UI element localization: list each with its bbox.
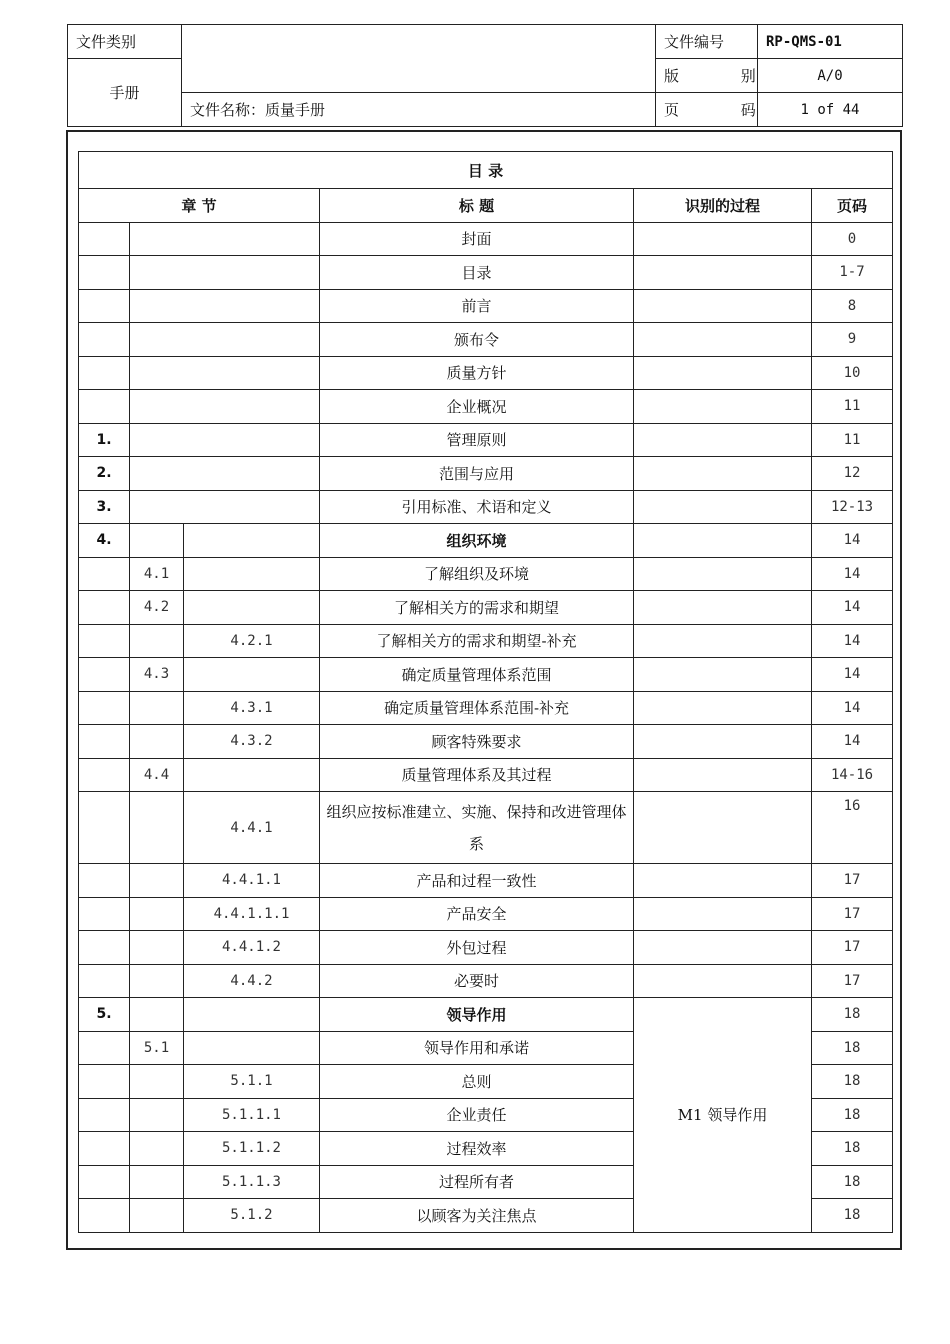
chapter-number [79,1098,130,1132]
section-number [130,792,184,864]
section-number [130,524,184,558]
document-header [67,24,903,127]
col-chapter: 章 节 [79,189,320,223]
chapter-number [79,557,130,591]
chapter-number [79,1199,130,1233]
toc-row [79,423,893,457]
toc-entry-title: 外包过程 [320,931,634,965]
section-number [130,998,184,1032]
toc-row [79,524,893,558]
page-number: 17 [812,931,893,965]
toc-entry-title: 总则 [320,1065,634,1099]
toc-entry-title: 确定质量管理体系范围 [320,658,634,692]
identified-process-cell [634,624,812,658]
toc-row [79,490,893,524]
toc-row [79,931,893,965]
identified-process-cell [634,725,812,759]
chapter-subsection-empty [130,390,320,424]
page-number: 18 [812,1065,893,1099]
subsection-number: 4.2.1 [184,624,320,658]
chapter-number [79,591,130,625]
category-label: 文件类别 [68,25,182,59]
toc-entry-title: 颁布令 [320,323,634,357]
page-number: 12 [812,457,893,491]
chapter-number: 4. [79,524,130,558]
page-number: 18 [812,998,893,1032]
subsection-number [184,591,320,625]
toc-entry-title: 过程所有者 [320,1165,634,1199]
subsection-number: 4.4.1.1.1 [184,897,320,931]
chapter-subsection-empty [130,490,320,524]
toc-entry-title: 产品安全 [320,897,634,931]
subsection-number: 5.1.1.2 [184,1132,320,1166]
page-number: 18 [812,1199,893,1233]
toc-entry-title: 管理原则 [320,423,634,457]
toc-entry-title: 了解组织及环境 [320,557,634,591]
col-process: 识别的过程 [634,189,812,223]
subsection-number [184,557,320,591]
subsection-number: 4.4.1.1 [184,864,320,898]
page-number: 1-7 [812,256,893,290]
identified-process-cell [634,524,812,558]
identified-process-cell [634,658,812,692]
toc-row [79,256,893,290]
chapter-number [79,758,130,792]
subsection-number [184,1031,320,1065]
toc-row [79,897,893,931]
page-number: 0 [812,222,893,256]
chapter-number [79,624,130,658]
toc-entry-title: 组织应按标准建立、实施、保持和改进管理体系 [320,792,634,864]
page-number: 16 [812,792,893,864]
chapter-subsection-empty [130,356,320,390]
identified-process-cell [634,289,812,323]
page-number: 14 [812,725,893,759]
toc-row [79,725,893,759]
page-number: 14-16 [812,758,893,792]
toc-row [79,222,893,256]
identified-process-cell [634,591,812,625]
doc-name: 文件名称：质量手册 [182,93,656,127]
identified-process-cell [634,390,812,424]
chapter-number [79,658,130,692]
section-number: 4.4 [130,758,184,792]
chapter-subsection-empty [130,256,320,290]
page-number: 17 [812,864,893,898]
identified-process: M1 领导作用 [634,998,812,1233]
identified-process-cell [634,323,812,357]
chapter-number [79,931,130,965]
identified-process-cell [634,490,812,524]
page-number: 18 [812,1132,893,1166]
page-number: 14 [812,691,893,725]
page-number: 18 [812,1031,893,1065]
page-number: 14 [812,658,893,692]
identified-process-cell [634,897,812,931]
section-number [130,1199,184,1233]
toc-row [79,457,893,491]
identified-process-cell [634,356,812,390]
page-number: 14 [812,524,893,558]
identified-process-cell [634,864,812,898]
doc-number-label: 文件编号 [656,25,758,59]
page-number: 10 [812,356,893,390]
version-label: 版 别 [656,59,758,93]
subsection-number [184,758,320,792]
page-number: 14 [812,591,893,625]
chapter-number [79,864,130,898]
toc-entry-title: 企业责任 [320,1098,634,1132]
toc-entry-title: 封面 [320,222,634,256]
section-number: 4.1 [130,557,184,591]
col-title: 标 题 [320,189,634,223]
toc-title: 目 录 [79,152,893,189]
identified-process-cell [634,691,812,725]
subsection-number: 4.4.2 [184,964,320,998]
chapter-number: 2. [79,457,130,491]
chapter-number [79,792,130,864]
doc-number-value: RP-QMS-01 [758,25,903,59]
toc-entry-title: 目录 [320,256,634,290]
header-blank-cell [182,25,656,93]
identified-process-cell [634,964,812,998]
toc-row [79,792,893,864]
subsection-number: 4.3.1 [184,691,320,725]
section-number [130,931,184,965]
subsection-number: 4.3.2 [184,725,320,759]
chapter-number [79,964,130,998]
page-label: 页 码 [656,93,758,127]
page-value: 1 of 44 [758,93,903,127]
toc-entry-title: 领导作用和承诺 [320,1031,634,1065]
subsection-number: 5.1.1.1 [184,1098,320,1132]
toc-row [79,323,893,357]
section-number: 5.1 [130,1031,184,1065]
identified-process-cell [634,758,812,792]
chapter-number: 5. [79,998,130,1032]
chapter-number [79,222,130,256]
subsection-number [184,658,320,692]
chapter-subsection-empty [130,457,320,491]
chapter-number: 1. [79,423,130,457]
identified-process-cell [634,457,812,491]
page-number: 12-13 [812,490,893,524]
toc-entry-title: 过程效率 [320,1132,634,1166]
section-number [130,1132,184,1166]
section-number [130,1065,184,1099]
chapter-subsection-empty [130,289,320,323]
chapter-number [79,691,130,725]
chapter-number [79,897,130,931]
section-number [130,1098,184,1132]
toc-row [79,864,893,898]
toc-entry-title: 质量方针 [320,356,634,390]
section-number [130,1165,184,1199]
chapter-subsection-empty [130,222,320,256]
toc-table [78,151,893,1233]
subsection-number: 5.1.1.3 [184,1165,320,1199]
toc-row [79,289,893,323]
page-number: 11 [812,390,893,424]
page-number: 17 [812,897,893,931]
subsection-number: 4.4.1.2 [184,931,320,965]
subsection-number: 5.1.2 [184,1199,320,1233]
toc-row [79,691,893,725]
toc-entry-title: 质量管理体系及其过程 [320,758,634,792]
chapter-number [79,289,130,323]
identified-process-cell [634,557,812,591]
toc-row [79,964,893,998]
toc-row [79,356,893,390]
toc-entry-title: 范围与应用 [320,457,634,491]
chapter-number [79,1165,130,1199]
section-number [130,725,184,759]
toc-entry-title: 引用标准、术语和定义 [320,490,634,524]
toc-entry-title: 了解相关方的需求和期望 [320,591,634,625]
identified-process-cell [634,256,812,290]
toc-row [79,658,893,692]
chapter-number [79,323,130,357]
section-number: 4.3 [130,658,184,692]
toc-entry-title: 必要时 [320,964,634,998]
toc-row [79,591,893,625]
toc-row [79,998,893,1032]
section-number [130,691,184,725]
toc-entry-title: 顾客特殊要求 [320,725,634,759]
identified-process-cell [634,931,812,965]
page-number: 18 [812,1098,893,1132]
toc-entry-title: 前言 [320,289,634,323]
toc-row [79,557,893,591]
identified-process-cell [634,792,812,864]
page-number: 11 [812,423,893,457]
page-number: 14 [812,557,893,591]
toc-entry-title: 组织环境 [320,524,634,558]
page-number: 9 [812,323,893,357]
toc-row [79,624,893,658]
subsection-number: 4.4.1 [184,792,320,864]
chapter-number [79,1031,130,1065]
chapter-number [79,1132,130,1166]
section-number [130,624,184,658]
toc-entry-title: 了解相关方的需求和期望-补充 [320,624,634,658]
toc-row [79,390,893,424]
identified-process-cell [634,423,812,457]
chapter-number [79,390,130,424]
page-number: 14 [812,624,893,658]
section-number [130,864,184,898]
section-number [130,964,184,998]
page-number: 17 [812,964,893,998]
col-page: 页码 [812,189,893,223]
subsection-number [184,998,320,1032]
chapter-number [79,1065,130,1099]
chapter-subsection-empty [130,323,320,357]
subsection-number: 5.1.1 [184,1065,320,1099]
toc-entry-title: 领导作用 [320,998,634,1032]
chapter-number [79,725,130,759]
chapter-subsection-empty [130,423,320,457]
identified-process-cell [634,222,812,256]
subsection-number [184,524,320,558]
version-value: A/0 [758,59,903,93]
section-number: 4.2 [130,591,184,625]
toc-row [79,758,893,792]
toc-entry-title: 以顾客为关注焦点 [320,1199,634,1233]
category-value: 手册 [68,59,182,127]
chapter-number [79,356,130,390]
toc-entry-title: 产品和过程一致性 [320,864,634,898]
toc-entry-title: 确定质量管理体系范围-补充 [320,691,634,725]
page-number: 8 [812,289,893,323]
toc-body [79,222,893,1232]
chapter-number: 3. [79,490,130,524]
chapter-number [79,256,130,290]
page-number: 18 [812,1165,893,1199]
section-number [130,897,184,931]
toc-entry-title: 企业概况 [320,390,634,424]
